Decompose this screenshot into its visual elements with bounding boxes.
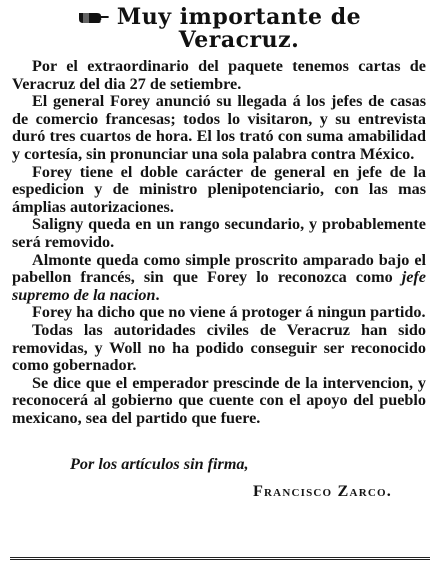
paragraph [12, 252, 426, 305]
bottom-divider [10, 557, 430, 560]
article-body [12, 58, 426, 427]
paragraph-text-end: . [155, 285, 160, 304]
paragraph: Forey ha dicho que no viene á protoger á ningun partido. [32, 303, 426, 322]
paragraph: Todas las autoridades civiles de Veracruz han sido removidas, y Woll no ha podido conseguir ser reconocido como gobernador. [12, 320, 426, 375]
paragraph: Forey tiene el doble carácter de general en jefe de la espedicion y de ministro plenipotenciario, con las mas ámplias autorizaciones. [12, 162, 426, 216]
headline-line-2: Veracruz. [178, 27, 300, 53]
emphasized-phrase: jefe supremo de la nacion [12, 268, 426, 304]
paragraph: Se dice que el emperador prescinde de la intervencion, y reconocerá al gobierno que cuente con el apoyo del pueblo mexicano, sea del partido que fuere. [12, 373, 426, 427]
paragraph-text: Almonte queda como simple proscrito amparado bajo el pabellon francés, sin que Forey lo reconozca como [12, 250, 426, 287]
signoff [12, 455, 426, 500]
author-name: Francisco Zarco. [252, 482, 392, 501]
paragraph: El general Forey anunció su llegada á los jefes de casas de comercio francesas; todos lo visitaron, y su entrevista duró tres cuartos de hora. El los trató con suma amabilidad y cortesía, sin pronunciar una sola palabra contra México. [12, 92, 426, 163]
signoff-note: Por los artículos sin firma, [70, 455, 249, 474]
headline [12, 6, 426, 52]
paragraph: Saligny queda en un rango secundario, y probablemente será removido. [12, 215, 426, 251]
headline-line-1: Muy importante de [116, 4, 362, 30]
headline-title [117, 6, 361, 52]
paragraph: Por el extraordinario del paquete tenemos cartas de Veracruz del dia 27 de setiembre. [12, 57, 426, 93]
pointing-hand-icon [77, 8, 111, 26]
